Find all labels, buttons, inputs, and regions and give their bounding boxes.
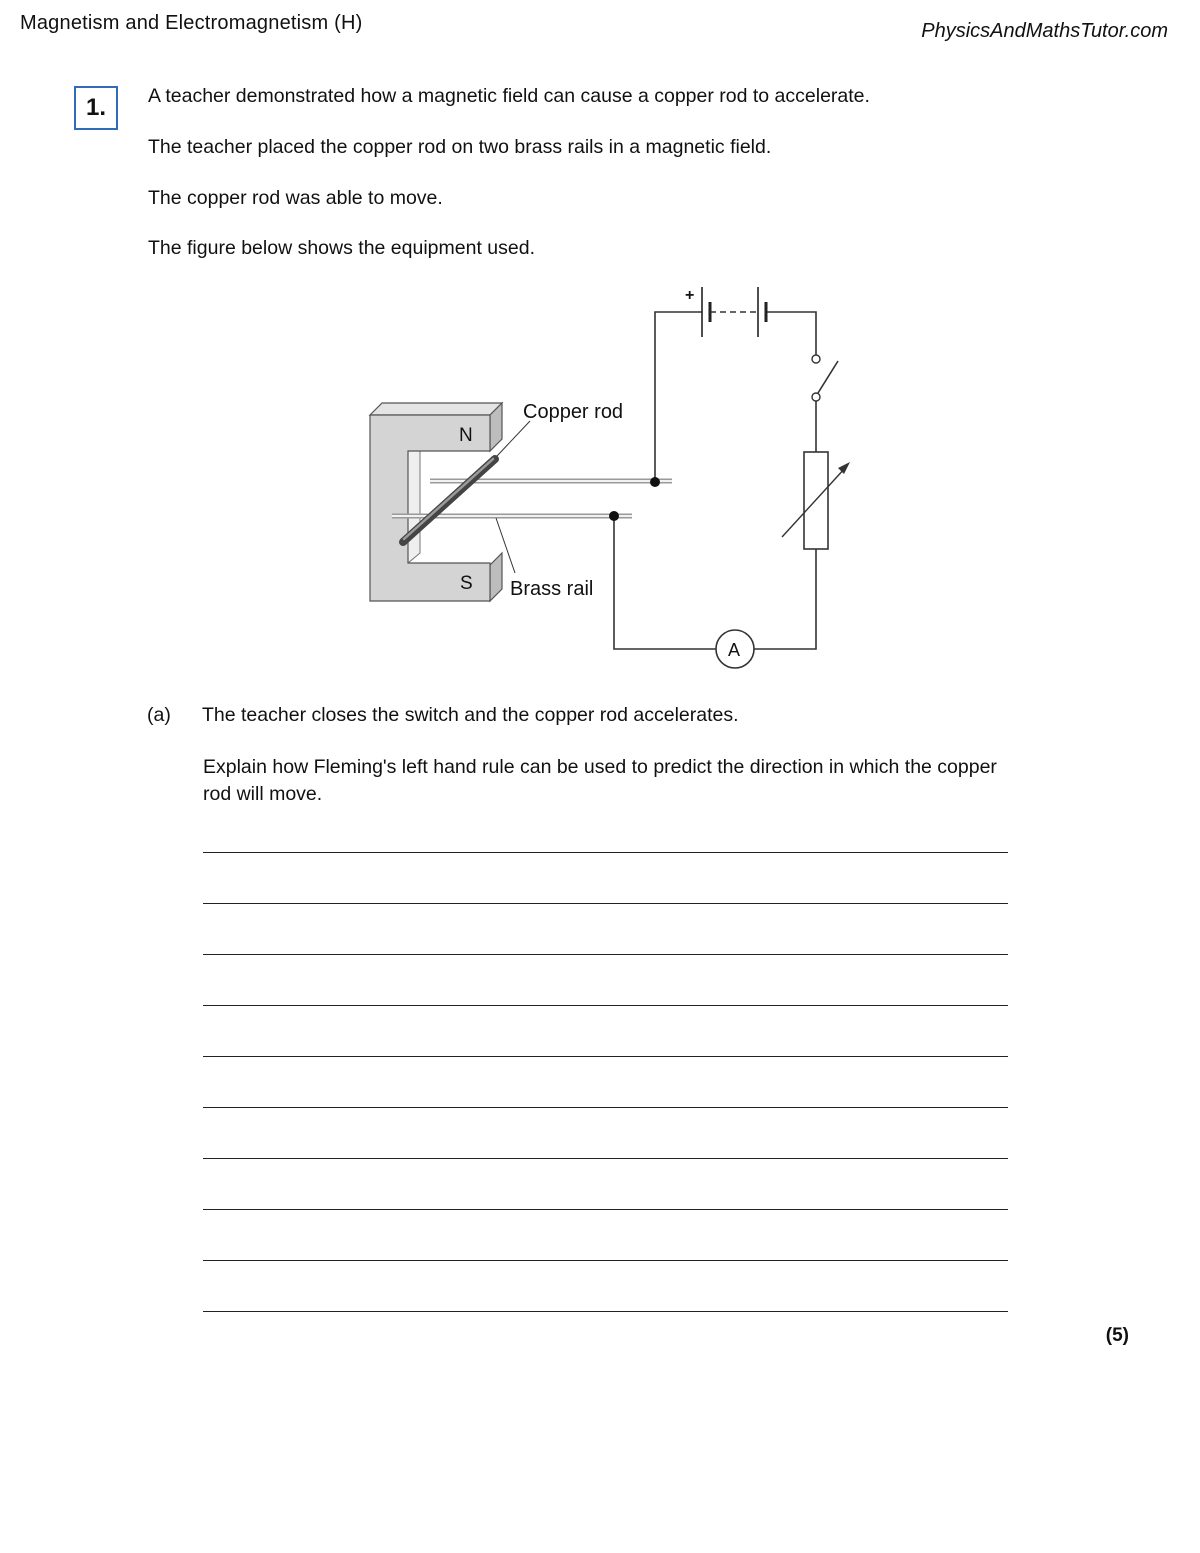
question-paragraph-4: The figure below shows the equipment used. bbox=[148, 237, 535, 259]
question-paragraph-2: The teacher placed the copper rod on two brass rails in a magnetic field. bbox=[148, 136, 772, 158]
wire-left bbox=[655, 312, 702, 482]
switch-contact-top bbox=[812, 355, 820, 363]
switch-lever bbox=[818, 361, 838, 393]
ammeter-label: A bbox=[728, 640, 741, 660]
answer-area[interactable] bbox=[203, 852, 1008, 1362]
header-title: Magnetism and Electromagnetism (H) bbox=[20, 12, 363, 34]
magnet-gap bbox=[408, 451, 420, 563]
question-paragraph-3: The copper rod was able to move. bbox=[148, 187, 443, 209]
answer-line[interactable] bbox=[203, 1005, 1008, 1056]
wire-bottom-left bbox=[614, 516, 716, 649]
wire-top-right bbox=[766, 312, 816, 355]
answer-line[interactable] bbox=[203, 852, 1008, 903]
rail-connection-upper bbox=[650, 477, 660, 487]
answer-line[interactable] bbox=[203, 903, 1008, 954]
variable-resistor-arrowhead bbox=[838, 462, 850, 474]
magnet-lower-side-face bbox=[490, 553, 502, 601]
answer-line[interactable] bbox=[203, 954, 1008, 1005]
north-pole-label: N bbox=[459, 425, 473, 446]
header-site: PhysicsAndMathsTutor.com bbox=[921, 20, 1168, 42]
rail-connection-lower bbox=[609, 511, 619, 521]
marks-available: (5) bbox=[1105, 1325, 1129, 1346]
south-pole-label: S bbox=[460, 573, 473, 594]
part-a-label: (a) bbox=[147, 704, 171, 726]
answer-line[interactable] bbox=[203, 1107, 1008, 1158]
equipment-figure bbox=[340, 275, 880, 675]
answer-line[interactable] bbox=[203, 1260, 1008, 1311]
part-a-statement: The teacher closes the switch and the copper rod accelerates. bbox=[202, 704, 739, 726]
circuit-diagram bbox=[340, 275, 880, 675]
answer-line[interactable] bbox=[203, 1311, 1008, 1362]
switch-contact-bottom bbox=[812, 393, 820, 401]
magnet-top-face bbox=[370, 403, 502, 415]
copper-rod-label: Copper rod bbox=[523, 401, 624, 423]
question-paragraph-1: A teacher demonstrated how a magnetic field can cause a copper rod to accelerate. bbox=[148, 85, 870, 107]
answer-line[interactable] bbox=[203, 1209, 1008, 1260]
part-a-instruction: Explain how Fleming's left hand rule can be used to predict the direction in which the copper rod will move. bbox=[203, 756, 997, 805]
wire-bottom-right bbox=[754, 549, 816, 649]
answer-line[interactable] bbox=[203, 1056, 1008, 1107]
brass-rail-label: Brass rail bbox=[510, 578, 594, 600]
answer-line[interactable] bbox=[203, 1158, 1008, 1209]
question-number: 1. bbox=[74, 86, 118, 130]
battery-positive-label: + bbox=[685, 287, 695, 304]
